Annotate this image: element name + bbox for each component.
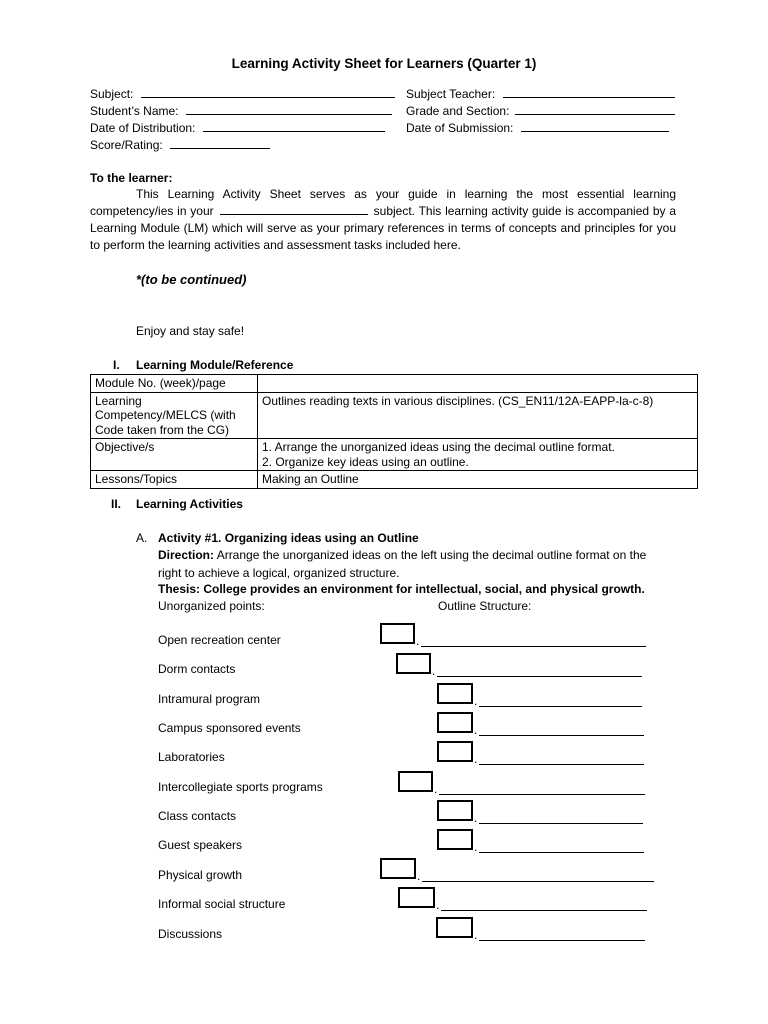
activity-letter: A. — [136, 531, 148, 545]
section-1-heading: Learning Module/Reference — [136, 358, 294, 372]
outline-number-box[interactable] — [437, 829, 473, 850]
section-2-heading: Learning Activities — [136, 497, 243, 511]
subject-blank[interactable] — [141, 86, 395, 98]
outline-dot: . — [474, 694, 478, 708]
intro-paragraph — [90, 186, 676, 254]
outline-answer-line[interactable] — [479, 840, 644, 853]
outline-dot: . — [474, 752, 478, 766]
score-rating-field — [90, 137, 270, 152]
outline-number-box[interactable] — [380, 858, 416, 879]
list-item: Open recreation center — [158, 633, 281, 647]
outline-dot: . — [474, 840, 478, 854]
grade-section-blank[interactable] — [515, 103, 675, 115]
outline-answer-line[interactable] — [422, 869, 654, 882]
list-item: Class contacts — [158, 809, 237, 823]
objective-2: 2. Organize key ideas using an outline. — [262, 454, 469, 469]
date-submission-label: Date of Submission: — [406, 121, 514, 135]
outline-number-box[interactable] — [398, 771, 433, 792]
outline-dot: . — [474, 811, 478, 825]
subject-inline-blank[interactable] — [220, 203, 368, 215]
outline-number-box[interactable] — [437, 712, 473, 733]
table-cell-label: Lessons/Topics — [91, 471, 258, 489]
intro-text-2: subject. This learning activity guide is accompanied by a Learning Module (LM) which will serve as your primary references in terms of concepts and principles for you to perform the learning activities and assessment tasks included here. — [90, 204, 676, 252]
unorganized-points-header: Unorganized points: — [158, 599, 265, 613]
closing-text: Enjoy and stay safe! — [136, 324, 245, 338]
date-distribution-field — [90, 120, 385, 135]
outline-dot: . — [474, 723, 478, 737]
list-item: Intercollegiate sports programs — [158, 780, 323, 794]
outline-structure-header: Outline Structure: — [438, 599, 532, 613]
list-item: Laboratories — [158, 750, 225, 764]
date-distribution-label: Date of Distribution: — [90, 121, 196, 135]
list-item: Dorm contacts — [158, 662, 236, 676]
outline-dot: . — [434, 782, 438, 796]
direction-text-2: right to achieve a logical, organized structure. — [158, 566, 400, 580]
students-name-field — [90, 103, 392, 118]
direction — [158, 548, 646, 562]
page-title: Learning Activity Sheet for Learners (Quarter 1) — [231, 56, 537, 71]
table-cell-label: Learning Competency/MELCS (with Code taken from the CG) — [91, 392, 258, 439]
students-name-blank[interactable] — [186, 103, 392, 115]
outline-number-box[interactable] — [398, 887, 435, 908]
outline-number-box[interactable] — [437, 683, 473, 704]
outline-number-box[interactable] — [396, 653, 431, 674]
direction-label: Direction: — [158, 548, 215, 562]
outline-answer-line[interactable] — [479, 723, 644, 736]
grade-section-label: Grade and Section: — [406, 104, 510, 118]
outline-answer-line[interactable] — [479, 811, 643, 824]
table-row — [91, 471, 698, 489]
list-item: Physical growth — [158, 868, 243, 882]
outline-number-box[interactable] — [437, 741, 473, 762]
outline-dot: . — [432, 664, 436, 678]
thesis: Thesis: College provides an environment for intellectual, social, and physical growth. — [158, 582, 645, 596]
table-cell-value: Outlines reading texts in various disciplines. (CS_EN11/12A-EAPP-la-c-8) — [258, 392, 698, 439]
list-item: Discussions — [158, 927, 223, 941]
list-item: Campus sponsored events — [158, 721, 301, 735]
list-item: Informal social structure — [158, 897, 286, 911]
subject-label: Subject: — [90, 87, 134, 101]
list-item: Guest speakers — [158, 838, 243, 852]
activity-title — [158, 531, 419, 545]
outline-dot: . — [416, 634, 420, 648]
section-2-numeral: II. — [111, 497, 122, 511]
students-name-label: Student’s Name: — [90, 104, 179, 118]
subject-teacher-blank[interactable] — [503, 86, 675, 98]
date-distribution-blank[interactable] — [203, 120, 385, 132]
grade-section-field — [406, 103, 675, 118]
outline-answer-line[interactable] — [441, 898, 647, 911]
table-cell-label: Module No. (week)/page — [91, 375, 258, 393]
outline-dot: . — [417, 869, 421, 883]
table-row — [91, 375, 698, 393]
outline-answer-line[interactable] — [421, 634, 646, 647]
outline-dot: . — [436, 898, 440, 912]
outline-dot: . — [474, 928, 478, 942]
subject-teacher-field — [406, 86, 675, 101]
date-submission-field — [406, 120, 669, 135]
direction-text: Arrange the unorganized ideas on the left using the decimal outline format on the — [216, 548, 647, 562]
date-submission-blank[interactable] — [521, 120, 669, 132]
outline-answer-line[interactable] — [437, 664, 642, 677]
table-row — [91, 439, 698, 471]
module-reference-table — [90, 374, 698, 489]
score-rating-blank[interactable] — [170, 137, 270, 149]
to-be-continued: *(to be continued) — [136, 272, 247, 287]
table-cell-value — [258, 439, 698, 471]
table-cell-value: Making an Outline — [258, 471, 698, 489]
outline-answer-line[interactable] — [479, 928, 645, 941]
table-row — [91, 392, 698, 439]
subject-teacher-label: Subject Teacher: — [406, 87, 496, 101]
table-cell-value — [258, 375, 698, 393]
outline-answer-line[interactable] — [439, 782, 645, 795]
section-1-numeral: I. — [113, 358, 120, 372]
list-item: Intramural program — [158, 692, 261, 706]
outline-number-box[interactable] — [436, 917, 473, 938]
subject-field — [90, 86, 395, 101]
greeting: To the learner: — [90, 171, 173, 185]
outline-number-box[interactable] — [437, 800, 473, 821]
outline-answer-line[interactable] — [479, 694, 642, 707]
outline-number-box[interactable] — [380, 623, 415, 644]
objective-1: 1. Arrange the unorganized ideas using the decimal outline format. — [262, 440, 615, 454]
table-cell-label: Objective/s — [91, 439, 258, 471]
score-rating-label: Score/Rating: — [90, 138, 163, 152]
activity-title-text: Activity #1. Organizing ideas using an Outline — [158, 531, 419, 545]
outline-answer-line[interactable] — [479, 752, 644, 765]
intro-text-1: This Learning Activity Sheet serves as your guide in learning the most essential learning competency/ies in your — [90, 187, 676, 218]
